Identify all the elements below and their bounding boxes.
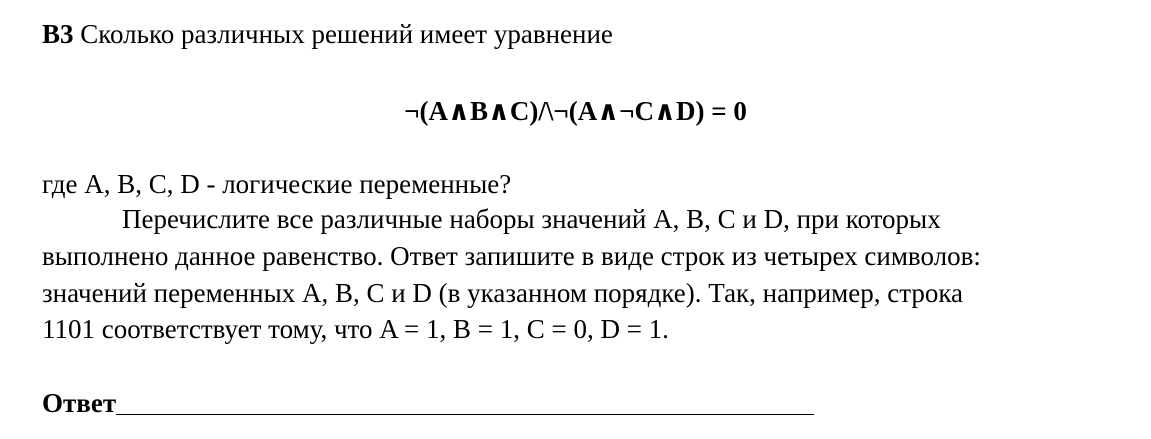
instruction-line-3: значений переменных A, B, C и D (в указанном порядке). Так, например, строка xyxy=(42,278,964,308)
answer-field[interactable] xyxy=(116,386,814,415)
instruction-line-2: выполнено данное равенство. Ответ запишите в виде строк из четырех символов: xyxy=(42,241,981,271)
task-number: B3 xyxy=(42,19,74,49)
task-question: Сколько различных решений имеет уравнение xyxy=(73,19,613,49)
equation: ¬(A∧B∧C)/\¬(A∧¬C∧D) = 0 xyxy=(404,96,747,126)
task-header xyxy=(42,18,613,50)
instruction-line-1: Перечислите все различные наборы значений A, B, C и D, при которых xyxy=(122,204,941,234)
answer-row xyxy=(42,386,814,420)
answer-label: Ответ xyxy=(42,388,117,418)
instruction-line-4: 1101 соответствует тому, что A = 1, B = 1, C = 0, D = 1. xyxy=(42,314,669,344)
variables-note: где A, B, C, D - логические переменные? xyxy=(42,169,512,199)
